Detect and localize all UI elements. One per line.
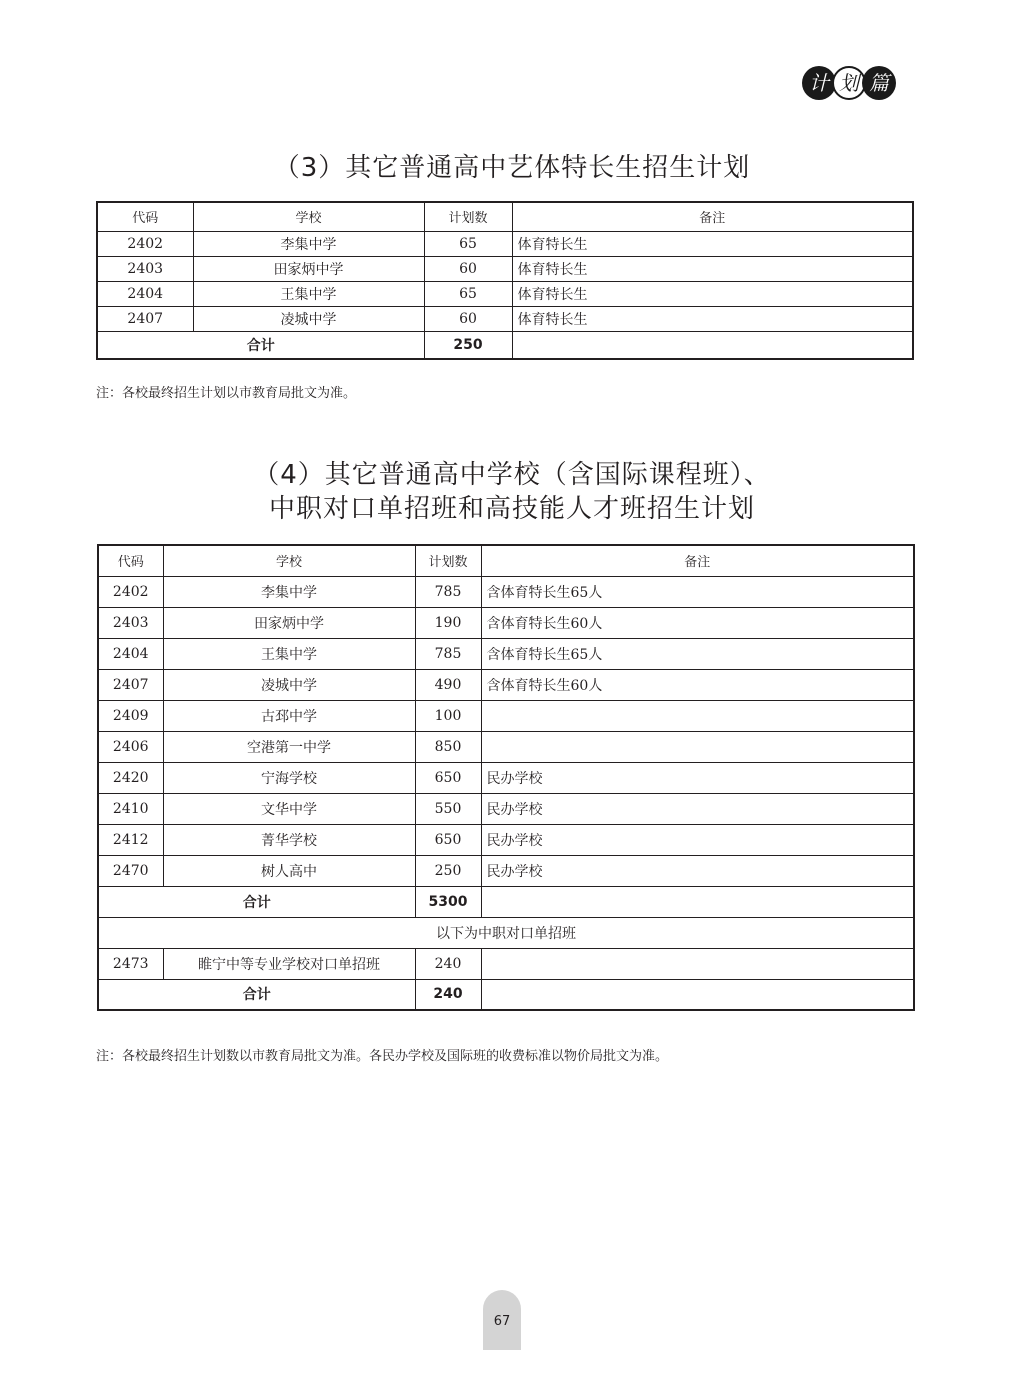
cell-code: 2404 (97, 281, 193, 306)
cell-code: 2407 (98, 669, 163, 700)
cell-note (481, 886, 914, 917)
cell-code: 2407 (97, 306, 193, 331)
badge-char-3: 篇 (862, 66, 896, 100)
badge-char-2: 划 (832, 66, 866, 100)
cell-note: 民办学校 (481, 793, 914, 824)
cell-plan: 490 (415, 669, 481, 700)
header-plan: 计划数 (424, 202, 512, 231)
table-row (97, 256, 913, 281)
total-value: 240 (415, 979, 481, 1010)
table-header-row (97, 202, 913, 231)
header-school: 学校 (193, 202, 424, 231)
cell-note: 体育特长生 (512, 306, 913, 331)
section3-footnote: 注：各校最终招生计划以市教育局批文为准。 (96, 386, 357, 401)
cell-code: 2409 (98, 700, 163, 731)
divider-row (98, 917, 914, 948)
cell-plan: 190 (415, 607, 481, 638)
cell-code: 2402 (98, 576, 163, 607)
cell-school: 凌城中学 (163, 669, 415, 700)
cell-school: 睢宁中等专业学校对口单招班 (163, 948, 415, 979)
total-label: 合计 (97, 331, 424, 359)
cell-plan: 850 (415, 731, 481, 762)
cell-code: 2406 (98, 731, 163, 762)
header-plan: 计划数 (415, 545, 481, 576)
cell-note (481, 948, 914, 979)
cell-school: 古邳中学 (163, 700, 415, 731)
total-value: 5300 (415, 886, 481, 917)
cell-school: 李集中学 (163, 576, 415, 607)
cell-school: 李集中学 (193, 231, 424, 256)
cell-code: 2403 (98, 607, 163, 638)
table-row (98, 762, 914, 793)
cell-code: 2420 (98, 762, 163, 793)
cell-plan: 650 (415, 824, 481, 855)
section3-table (96, 201, 914, 360)
cell-plan: 65 (424, 231, 512, 256)
table-header-row (98, 545, 914, 576)
header-note: 备注 (481, 545, 914, 576)
section4-footnote: 注：各校最终招生计划数以市教育局批文为准。各民办学校及国际班的收费标准以物价局批文为准。 (96, 1049, 669, 1064)
total-label: 合计 (98, 979, 415, 1010)
cell-school: 文华中学 (163, 793, 415, 824)
cell-note: 体育特长生 (512, 281, 913, 306)
table-row (98, 607, 914, 638)
total-value: 250 (424, 331, 512, 359)
cell-code: 2403 (97, 256, 193, 281)
cell-plan: 100 (415, 700, 481, 731)
total-row (97, 331, 913, 359)
cell-note (481, 700, 914, 731)
cell-school: 王集中学 (193, 281, 424, 306)
table-row (98, 669, 914, 700)
cell-note: 民办学校 (481, 855, 914, 886)
table-row (98, 824, 914, 855)
cell-note (512, 331, 913, 359)
cell-plan: 785 (415, 638, 481, 669)
cell-school: 菁华学校 (163, 824, 415, 855)
table-row (97, 231, 913, 256)
cell-school: 树人高中 (163, 855, 415, 886)
cell-plan: 550 (415, 793, 481, 824)
cell-plan: 785 (415, 576, 481, 607)
cell-code: 2412 (98, 824, 163, 855)
page-number: 67 (483, 1290, 521, 1350)
cell-code: 2410 (98, 793, 163, 824)
cell-note: 民办学校 (481, 824, 914, 855)
section3-title: （3）其它普通高中艺体特长生招生计划 (273, 153, 751, 183)
header-note: 备注 (512, 202, 913, 231)
section4-table (97, 544, 915, 1011)
cell-plan: 60 (424, 306, 512, 331)
cell-code: 2473 (98, 948, 163, 979)
cell-school: 王集中学 (163, 638, 415, 669)
cell-note (481, 979, 914, 1010)
cell-note (481, 731, 914, 762)
table-row (98, 576, 914, 607)
table-row (98, 731, 914, 762)
table-row (98, 855, 914, 886)
cell-code: 2470 (98, 855, 163, 886)
cell-note: 含体育特长生65人 (481, 576, 914, 607)
total-label: 合计 (98, 886, 415, 917)
cell-school: 宁海学校 (163, 762, 415, 793)
cell-note: 体育特长生 (512, 256, 913, 281)
cell-plan: 250 (415, 855, 481, 886)
table-row (98, 793, 914, 824)
table-row (97, 281, 913, 306)
cell-code: 2402 (97, 231, 193, 256)
cell-note: 含体育特长生65人 (481, 638, 914, 669)
section-badge (806, 66, 896, 100)
divider-text: 以下为中职对口单招班 (98, 917, 914, 948)
table-row (97, 306, 913, 331)
cell-code: 2404 (98, 638, 163, 669)
cell-note: 含体育特长生60人 (481, 669, 914, 700)
table-row (98, 948, 914, 979)
cell-plan: 65 (424, 281, 512, 306)
cell-school: 田家炳中学 (163, 607, 415, 638)
badge-char-1: 计 (802, 66, 836, 100)
total-row (98, 886, 914, 917)
cell-plan: 60 (424, 256, 512, 281)
cell-plan: 240 (415, 948, 481, 979)
cell-note: 民办学校 (481, 762, 914, 793)
cell-plan: 650 (415, 762, 481, 793)
cell-school: 田家炳中学 (193, 256, 424, 281)
section4-title-line2: 中职对口单招班和高技能人才班招生计划 (268, 494, 755, 524)
cell-school: 凌城中学 (193, 306, 424, 331)
table-row (98, 700, 914, 731)
cell-note: 含体育特长生60人 (481, 607, 914, 638)
table-row (98, 638, 914, 669)
cell-note: 体育特长生 (512, 231, 913, 256)
header-code: 代码 (97, 202, 193, 231)
section4-title-line1: （4）其它普通高中学校（含国际课程班）、 (253, 460, 771, 490)
header-school: 学校 (163, 545, 415, 576)
total-row (98, 979, 914, 1010)
header-code: 代码 (98, 545, 163, 576)
cell-school: 空港第一中学 (163, 731, 415, 762)
